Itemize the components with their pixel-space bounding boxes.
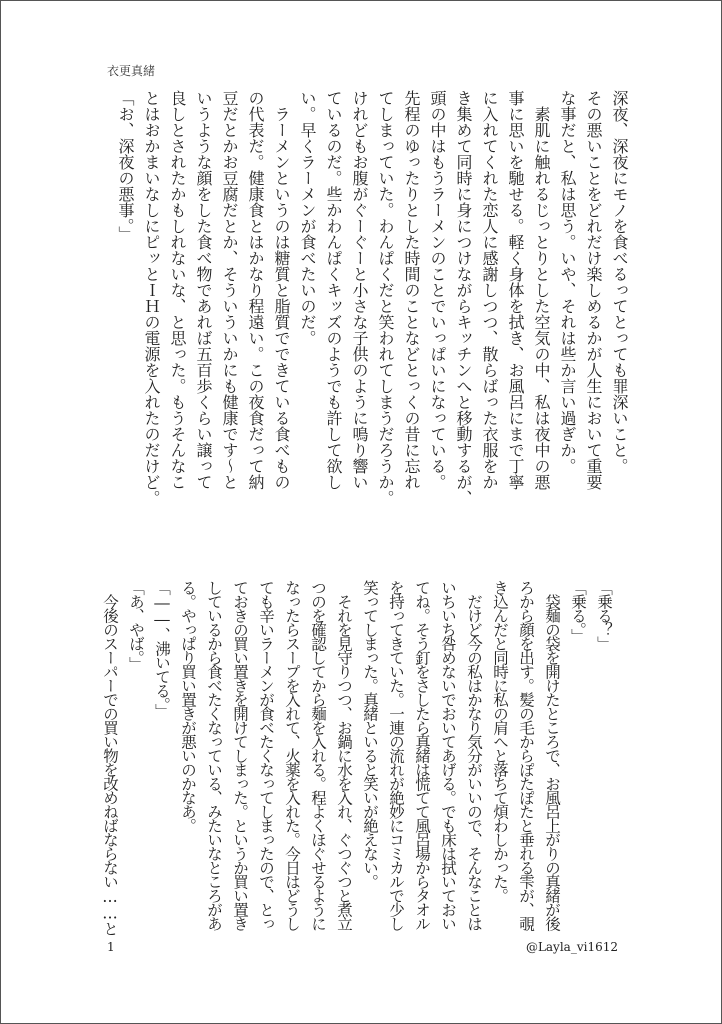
text-column: ても辛いラーメンが食べたくなってしまったので、とっ — [257, 580, 275, 930]
text-column: ているのだ。些かわんぱくキッズのようでも許して欲し — [324, 90, 343, 490]
text-column: 素肌に触れるじっとりとした空気の中、私は夜中の悪 — [532, 90, 551, 490]
text-column: 笑ってしまった。真緒といると笑いが絶えない。 — [361, 580, 379, 888]
text-column: き込んだと同時に私の肩へと落ちて煩わしかった。 — [491, 580, 509, 902]
text-column: の代表だ。健康食とはかなり程遠い。この夜食だって納 — [246, 90, 265, 490]
text-column: いちいち咎めないでおいてあげる。でも床は拭いておい — [439, 580, 457, 930]
text-column: 良しとされたかもしれないな、と思った。もうそんなこ — [168, 90, 187, 490]
text-column: に入れてくれた恋人に感謝しつつ、散らばった衣服をか — [480, 90, 499, 490]
text-column: しているから食べたくなっている、みたいなところがあ — [205, 580, 223, 930]
text-column: 「お、深夜の悪事。」 — [116, 90, 135, 242]
text-column: 事に思いを馳せる。軽く身体を拭き、お風呂にまで丁寧 — [506, 90, 525, 490]
text-column: 先程のゆったりとした時間のことなどとっくの昔に忘れ — [402, 90, 421, 490]
text-column: 袋麺の袋を開けたところで、お風呂上がりの真緒が後 — [543, 580, 561, 930]
text-column: なったらスープを入れて、火薬を入れた。今日はどうし — [283, 580, 301, 930]
text-column: 「あ、やば。」 — [127, 580, 145, 671]
text-column: 「――、沸いてる。」 — [153, 580, 171, 718]
text-column: その悪いことをどれだけ楽しめるかが人生において重要 — [584, 90, 603, 490]
top-text-block — [108, 90, 632, 506]
text-column: いうような顔をした食べ物であれば五百歩くらい譲って — [194, 90, 213, 490]
page-number: 1 — [107, 940, 115, 954]
bottom-text-block — [93, 580, 617, 935]
author-handle: @Layla_vi1612 — [525, 940, 618, 954]
text-column: つのを確認してから麺を入れる。程よくほぐせるように — [309, 580, 327, 930]
text-column: ろから顔を出す。髪の毛からぽたぽたと垂れる雫が、覗 — [517, 580, 535, 930]
text-column: を持ってきていた。一連の流れが絶妙にコミカルで少し — [387, 580, 405, 930]
text-column: 「乗る？」 — [595, 580, 613, 650]
text-column: 豆だとかお豆腐だとか、そういういかにも健康です～と — [220, 90, 239, 490]
text-column: てしまっていた。わんぱくだと笑われてしまうだろうか。 — [376, 90, 395, 506]
text-column: てね。そう釘をさしたら真緒は慌てて風呂場からタオル — [413, 580, 431, 930]
text-column: き集めて同時に身につけながらキッチンへと移動するが、 — [454, 90, 473, 506]
page-header-title: 衣更真緒 — [107, 64, 156, 78]
text-column: 「乗る。」 — [569, 580, 587, 643]
text-column: 今後のスーパーでの買い物を改めねばならない……と — [101, 580, 119, 935]
text-column: る。やっぱり買い置きが悪いのかなあ。 — [179, 580, 197, 832]
text-column: とはおかまいなしにピッとＩＨの電源を入れたのだけど。 — [142, 90, 161, 506]
text-column: けれどもお腹がぐーぐーと小さな子供のように鳴り響い — [350, 90, 369, 490]
text-column: 頭の中はもうラーメンのことでいっぱいになっている。 — [428, 90, 447, 490]
text-column: い。早くラーメンが食べたいのだ。 — [298, 90, 317, 346]
text-column: ておきの買い置きを開けてしまった。というか買い置き — [231, 580, 249, 930]
text-column: それを見守りつつ、お鍋に水を入れ、ぐつぐつと煮立 — [335, 580, 353, 930]
text-column: 深夜、深夜にモノを食べるってとっても罪深いこと。 — [610, 90, 629, 474]
text-column: な事だと、私は思う。いや、それは些か言い過ぎか。 — [558, 90, 577, 474]
text-column: ラーメンというのは糖質と脂質でできている食べもの — [272, 90, 291, 490]
text-column: だけど今の私はかなり気分がいいので、そんなことは — [465, 580, 483, 930]
